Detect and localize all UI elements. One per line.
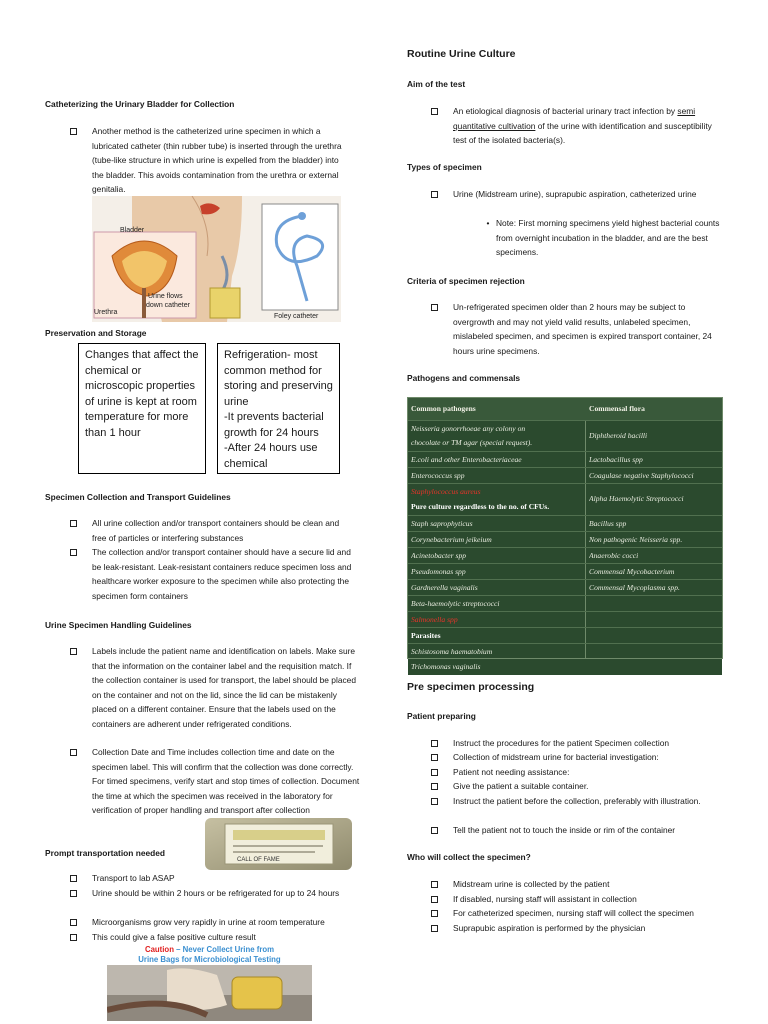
bullet-do-not-touch: Tell the patient not to touch the inside or rim of the container	[431, 823, 731, 838]
checkbox-bullet-icon	[431, 783, 438, 790]
table-header-cell: Common pathogens	[411, 404, 476, 413]
bullet-midstream-collection: Collection of midstream urine for bacterial investigation:	[431, 750, 731, 765]
checkbox-bullet-icon	[431, 896, 438, 903]
table-row	[408, 579, 722, 596]
checkbox-bullet-icon	[431, 304, 438, 311]
section-title-prompt: Prompt transportation needed	[45, 848, 166, 858]
bullet-midstream-patient: Midstream urine is collected by the patient	[431, 877, 731, 892]
table-row	[408, 483, 722, 503]
table-cell: Trichomonas vaginalis	[411, 662, 481, 671]
section-title-aim: Aim of the test	[407, 79, 466, 89]
bullet-suitable-container: Give the patient a suitable container.	[431, 779, 731, 794]
table-cell: E.coli and other Enterobacteriaceae	[411, 455, 522, 464]
table-cell: Parasites	[411, 631, 441, 640]
table-row	[408, 435, 722, 451]
table-cell: chocolate or TM agar (special request).	[411, 438, 533, 447]
checkbox-bullet-icon	[431, 191, 438, 198]
note-first-morning: • Note: First morning specimens yield highest bacterial counts from overnight incubation in the bladder, and are the best specimens.	[480, 216, 720, 260]
refrigeration-line: -It prevents bacterial growth for 24 hours	[224, 411, 324, 439]
table-row	[408, 595, 722, 612]
checkbox-bullet-icon	[70, 520, 77, 527]
figure-label-foley: Foley catheter	[274, 313, 319, 320]
checkbox-bullet-icon	[70, 128, 77, 135]
table-cell: Enterococcus spp	[411, 471, 465, 480]
table-cell: Neisseria gonorrhoeae any colony on	[411, 424, 526, 433]
table-cell: Beta-haemolytic streptococci	[411, 599, 500, 608]
table-row	[408, 467, 722, 484]
table-cell: Salmonella spp	[411, 615, 458, 624]
section-title-patient-preparing: Patient preparing	[407, 711, 476, 721]
page-title: Routine Urine Culture	[407, 48, 516, 60]
checkbox-bullet-icon	[431, 881, 438, 888]
section-title-types: Types of specimen	[407, 162, 482, 172]
bullet-aim: An etiological diagnosis of bacterial urinary tract infection by semi quantitative cultivation of the urine with identification and susceptibility test of the isolated bacteria(s).	[431, 104, 726, 148]
bullet-suprapubic-physician: Suprapubic aspiration is performed by the physician	[431, 921, 731, 936]
bullet-disabled-nursing: If disabled, nursing staff will assistant in collection	[431, 892, 731, 907]
table-row	[408, 531, 722, 548]
bullet-microorganisms: Microorganisms grow very rapidly in urine at room temperature	[70, 915, 370, 930]
section-title-rejection: Criteria of specimen rejection	[407, 276, 525, 286]
checkbox-bullet-icon	[431, 827, 438, 834]
figure-label-bladder: Bladder	[120, 227, 145, 234]
table-cell: Alpha Haemolytic Streptococci	[589, 494, 684, 503]
label-photo-text: CALL OF FAME	[237, 857, 280, 863]
bullet-instruct-procedures: Instruct the procedures for the patient Specimen collection	[431, 736, 731, 751]
section-title-collection-transport: Specimen Collection and Transport Guidelines	[45, 492, 231, 502]
table-row	[408, 515, 722, 532]
table-cell: Commensal Mycoplasma spp.	[589, 583, 680, 592]
bullet-patient-no-assistance: Patient not needing assistance:	[431, 765, 731, 780]
checkbox-bullet-icon	[70, 648, 77, 655]
section-title-catheterizing: Catheterizing the Urinary Bladder for Collection	[45, 99, 235, 109]
refrigeration-line: Refrigeration- most common method for storing and preserving urine	[224, 349, 333, 408]
bullet-two-hours: Urine should be within 2 hours or be refrigerated for up to 24 hours	[70, 886, 350, 901]
bullet-transport-asap: Transport to lab ASAP	[70, 871, 350, 886]
caution-word: Caution	[144, 945, 174, 954]
bullet-secure-lid: The collection and/or transport container should have a secure lid and be leak-resistant. Leak-resistant containers reduce specimen loss and healthcare worker exposure to the specimen while also protecting the specimen form containers	[70, 545, 362, 603]
preservation-box-room-temp: Changes that affect the chemical or microscopic properties of urine is kept at room temperature for more than 1 hour	[78, 343, 206, 474]
checkbox-bullet-icon	[431, 925, 438, 932]
pathogens-table	[407, 397, 723, 659]
caution-rest: – Never Collect Urine from	[173, 945, 275, 954]
table-row	[408, 643, 722, 660]
checkbox-bullet-icon	[431, 740, 438, 747]
table-cell: Acinetobacter spp	[411, 551, 467, 560]
table-cell: Diphtheroid bacilli	[589, 431, 648, 440]
table-header-cell: Commensal flora	[589, 404, 645, 413]
bullet-catheterized-nursing: For catheterized specimen, nursing staff will collect the specimen	[431, 906, 736, 921]
section-title-handling: Urine Specimen Handling Guidelines	[45, 620, 192, 630]
bullet-instruct-before: Instruct the patient before the collection, preferably with illustration.	[431, 794, 713, 809]
section-title-preservation: Preservation and Storage	[45, 328, 147, 338]
table-cell: Bacillus spp	[589, 519, 627, 528]
caution-urine-bag-photo	[107, 945, 312, 1021]
bullet-types: Urine (Midstream urine), suprapubic aspiration, catheterized urine	[431, 187, 721, 202]
bullet-labels: Labels include the patient name and identification on labels. Make sure that the information on the container label and the requisition match. If the collection container is used for transport, the label should be placed on the container and not on the lid, since the lid can be mistakenly placed on a different container. Ensure that the labels used on the containers are adherent under refrigerated conditions.	[70, 644, 362, 731]
table-cell: Pure culture regardless to the no. of CFUs.	[411, 502, 550, 511]
table-row	[408, 563, 722, 580]
checkbox-bullet-icon	[431, 754, 438, 761]
checkbox-bullet-icon	[70, 934, 77, 941]
checkbox-bullet-icon	[431, 910, 438, 917]
bullet-clean-containers: All urine collection and/or transport containers should be clean and free of particles or interfering substances	[70, 516, 352, 545]
catheter-illustration	[92, 196, 341, 322]
bullet-collection-date: Collection Date and Time includes collection time and date on the specimen label. This will confirm that the collection was done correctly. For timed specimens, verify start and stop times of collection. Document the time at which the specimen was received in the laboratory for verification of proper handling and transport after collection	[70, 745, 362, 818]
aim-underlined-text: semi quantitative cultivation	[453, 106, 696, 131]
checkbox-bullet-icon	[431, 108, 438, 115]
table-cell: Lactobacillus spp	[589, 455, 643, 464]
table-header-row	[408, 398, 722, 420]
table-cell: Non pathogenic Neisseria spp.	[589, 535, 683, 544]
checkbox-bullet-icon	[70, 749, 77, 756]
checkbox-bullet-icon	[70, 875, 77, 882]
checkbox-bullet-icon	[70, 549, 77, 556]
checkbox-bullet-icon	[70, 919, 77, 926]
table-cell: Staph saprophyticus	[411, 519, 473, 528]
preservation-box-refrigeration	[217, 343, 340, 474]
table-row	[408, 659, 722, 675]
table-cell: Schistosoma haematobium	[411, 647, 493, 656]
section-title-pathogens: Pathogens and commensals	[407, 373, 521, 383]
refrigeration-line: -After 24 hours use chemical	[224, 442, 318, 470]
figure-label-urine-flows: Urine flows	[148, 293, 183, 300]
table-row	[408, 451, 722, 468]
checkbox-bullet-icon	[70, 890, 77, 897]
table-cell: Commensal Mycobacterium	[589, 567, 675, 576]
table-cell: Pseudomonas spp	[411, 567, 466, 576]
specimen-label-photo	[205, 818, 352, 870]
table-cell: Anaerobic cocci	[589, 551, 639, 560]
bullet-catheter-method: Another method is the catheterized urine specimen in which a lubricated catheter (thin rubber tube) is inserted through the urethra (tube-like structure in which urine is expelled from the bladder) into the bladder. This avoids contamination from the urethra or external genitalia.	[70, 124, 348, 197]
table-cell: Staphylococcus aureus	[411, 487, 481, 496]
bullet-false-positive: This could give a false positive culture result	[70, 930, 350, 945]
figure-label-down-catheter: down catheter	[146, 302, 190, 309]
bullet-rejection: Un-refrigerated specimen older than 2 hours may be subject to overgrowth and may not yield valid results, unlabeled specimen, mislabeled specimen, and specimen is expired transport container, 24 hours urine specimens.	[431, 300, 726, 358]
checkbox-bullet-icon	[431, 769, 438, 776]
table-row	[408, 547, 722, 564]
section-title-who-collects: Who will collect the specimen?	[407, 852, 531, 862]
table-row	[408, 627, 722, 644]
dot-bullet-icon: •	[486, 218, 490, 228]
table-row	[408, 499, 722, 515]
table-row	[408, 611, 722, 628]
caution-line2: Urine Bags for Microbiological Testing	[138, 954, 281, 964]
table-cell: Corynebacterium jeikeium	[411, 535, 492, 544]
figure-label-urethra: Urethra	[94, 309, 118, 316]
table-cell: Gardnerella vaginalis	[411, 583, 478, 592]
table-cell: Coagulase negative Staphylococci	[589, 471, 694, 480]
section-title-pre-processing: Pre specimen processing	[407, 681, 535, 693]
checkbox-bullet-icon	[431, 798, 438, 805]
